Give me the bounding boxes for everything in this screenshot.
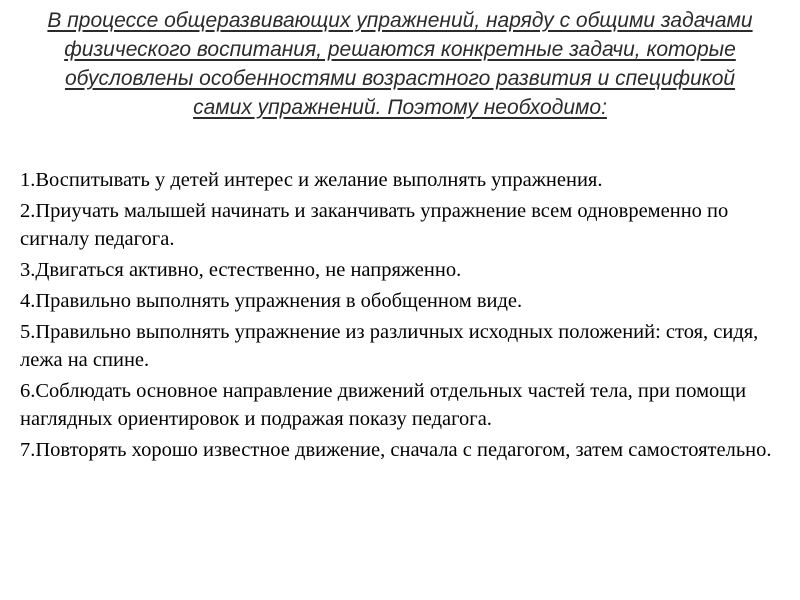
task-item-5: 5.Правильно выполнять упражнение из различных исходных положений: стоя, сидя, лежа на спине. bbox=[20, 321, 759, 371]
slide-heading: В процессе общеразвивающих упражнений, наряду с общими задачами физического воспитания, решаются конкретные задачи, которые обусловлены особенностями возрастного развития и спецификой самих упражнений. Поэтому необходимо: bbox=[47, 9, 753, 119]
task-item-7: 7.Повторять хорошо известное движение, сначала с педагогом, затем самостоятельно. bbox=[20, 439, 772, 461]
task-item-6: 6.Соблюдать основное направление движений отдельных частей тела, при помощи наглядных ориентировок и подражая показу педагога. bbox=[20, 380, 747, 430]
task-list bbox=[20, 166, 790, 467]
task-item-4: 4.Правильно выполнять упражнения в обобщенном виде. bbox=[20, 290, 523, 312]
task-item-1: 1.Воспитывать у детей интерес и желание выполнять упражнения. bbox=[20, 169, 603, 191]
task-item-3: 3.Двигаться активно, естественно, не напряженно. bbox=[20, 259, 462, 281]
task-item-2: 2.Приучать малышей начинать и заканчивать упражнение всем одновременно по сигналу педагога. bbox=[20, 200, 729, 250]
